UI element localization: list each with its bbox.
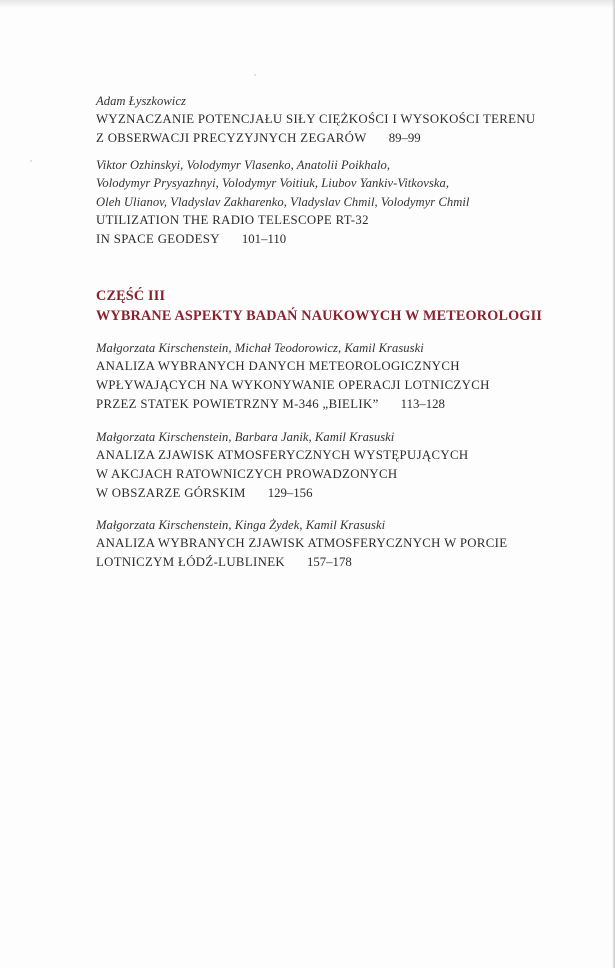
entry-page-range: 157–178 xyxy=(306,555,352,570)
entry-author: Viktor Ozhinskyi, Volodymyr Vlasenko, Anatolii Poikhalo, xyxy=(96,158,391,172)
entry-page-range: 89–99 xyxy=(388,131,421,146)
entry-author: Małgorzata Kirschenstein, Kinga Żydek, Kamil Krasuski xyxy=(96,518,386,532)
toc-entry xyxy=(96,156,469,249)
toc-entry xyxy=(96,92,536,148)
scan-speck xyxy=(30,160,32,162)
entry-author: Oleh Ulianov, Vladyslav Zakharenko, Vladyslav Chmil, Volodymyr Chmil xyxy=(96,194,470,209)
entry-title-line: WYZNACZANIE POTENCJAŁU SIŁY CIĘŻKOŚCI I WYSOKOŚCI TERENU xyxy=(96,112,536,127)
entry-title-line xyxy=(96,129,536,148)
entry-page-range: 113–128 xyxy=(400,397,445,412)
entry-title-line xyxy=(96,395,490,414)
entry-page-range: 101–110 xyxy=(241,232,287,247)
entry-page-range: 129–156 xyxy=(267,486,313,501)
part-heading xyxy=(96,286,542,326)
entry-title-text: LOTNICZYM ŁÓDŹ-LUBLINEK xyxy=(96,555,285,570)
scan-top-shadow xyxy=(0,0,615,8)
entry-title-text: PRZEZ STATEK POWIETRZNY M-346 „BIELIK” xyxy=(96,397,379,412)
entry-author: Małgorzata Kirschenstein, Barbara Janik, Kamil Krasuski xyxy=(96,430,395,444)
entry-title-text: Z OBSERWACJI PRECYZYJNYCH ZEGARÓW xyxy=(96,131,367,146)
entry-title-line xyxy=(96,484,468,503)
entry-title-line: W AKCJACH RATOWNICZYCH PROWADZONYCH xyxy=(96,467,398,482)
part-label: CZĘŚĆ III xyxy=(96,288,166,304)
toc-entry xyxy=(96,516,507,572)
entry-title-line: ANALIZA WYBRANYCH ZJAWISK ATMOSFERYCZNYCH W PORCIE xyxy=(96,536,508,551)
entry-author: Adam Łyszkowicz xyxy=(96,94,186,108)
part-title: WYBRANE ASPEKTY BADAŃ NAUKOWYCH W METEOROLOGII xyxy=(96,308,543,324)
entry-title-line xyxy=(96,230,469,249)
entry-title-text: W OBSZARZE GÓRSKIM xyxy=(96,486,246,501)
entry-title-line xyxy=(96,553,507,572)
entry-title-line: UTILIZATION THE RADIO TELESCOPE RT-32 xyxy=(96,213,369,228)
entry-title-line: ANALIZA WYBRANYCH DANYCH METEOROLOGICZNYCH xyxy=(96,359,460,374)
entry-author: Volodymyr Prysyazhnyi, Volodymyr Voitiuk, Liubov Yankiv-Vitkovska, xyxy=(96,176,450,191)
scan-speck xyxy=(254,74,256,76)
entry-title-line: WPŁYWAJĄCYCH NA WYKONYWANIE OPERACJI LOTNICZYCH xyxy=(96,378,490,393)
entry-title-line: ANALIZA ZJAWISK ATMOSFERYCZNYCH WYSTĘPUJĄCYCH xyxy=(96,448,469,463)
entry-title-text: IN SPACE GEODESY xyxy=(96,232,220,247)
toc-entry xyxy=(96,339,490,414)
toc-entry xyxy=(96,428,468,503)
entry-author: Małgorzata Kirschenstein, Michał Teodorowicz, Kamil Krasuski xyxy=(96,341,424,355)
